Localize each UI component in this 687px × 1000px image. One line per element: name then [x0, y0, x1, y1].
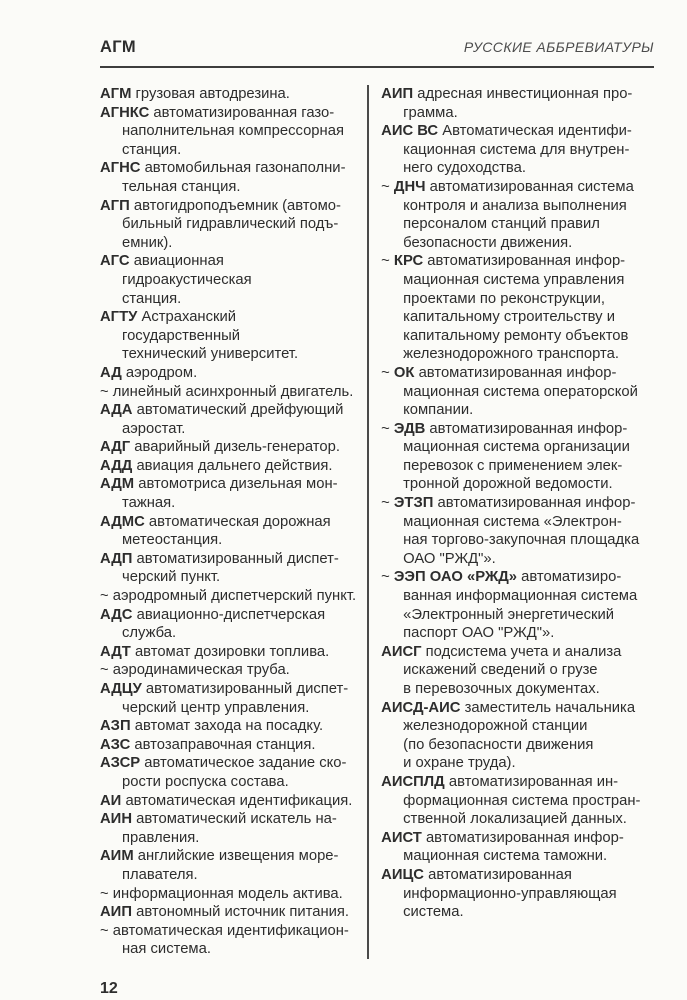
dictionary-entry: АИСГ подсистема учета и анализа искажений сведений о грузе в перевозочных документах. [381, 643, 622, 697]
entry-term: АДМ [100, 476, 135, 493]
dictionary-entry: АДП автоматизированный диспет- черский пункт. [100, 550, 339, 586]
entry-term: АИ [100, 792, 122, 809]
dictionary-entry: АИП адресная инвестиционная про- грамма. [381, 86, 633, 121]
dictionary-entry: ~ ОК автоматизированная инфор- мационная система операторской компании. [381, 364, 638, 419]
entry-term: АИЦС [381, 866, 424, 883]
entry-term: АИСПЛД [381, 773, 445, 790]
dictionary-entry: АИ автоматическая идентификация. [100, 792, 353, 809]
dictionary-entry: АИСТ автоматизированная инфор- мационная система таможни. [381, 829, 624, 865]
column-left [100, 85, 357, 959]
dictionary-entry: ~ аэродромный диспетчерский пункт. [100, 588, 357, 605]
entry-term: АГП [100, 197, 130, 214]
dictionary-entry: ~ информационная модель актива. [100, 885, 343, 902]
entry-term: АДС [100, 606, 133, 623]
dictionary-entry: ~ ЭЭП ОАО «РЖД» автоматизиро- ванная информационная система «Электронный энергетический паспорт ОАО "РЖД"». [381, 569, 638, 642]
dictionary-entry: ~ ДНЧ автоматизированная система контроля и анализа выполнения персоналом станций правил безопасности движения. [381, 178, 634, 251]
dictionary-columns [100, 85, 654, 959]
dictionary-entry: ~ линейный асинхронный двигатель. [100, 383, 354, 400]
entry-term: АИС ВС [381, 123, 439, 140]
entry-term: АЗП [100, 718, 131, 735]
dictionary-entry: АИС ВС Автоматическая идентифи- кационная система для внутрен- него судоходства. [381, 123, 632, 177]
dictionary-entry: АЗП автомат захода на посадку. [100, 718, 324, 735]
entry-term: АДГ [100, 439, 131, 456]
entry-term: АДД [100, 457, 133, 474]
entry-term: ДНЧ [393, 178, 426, 195]
dictionary-entry: АД аэродром. [100, 364, 198, 381]
dictionary-entry: АДТ автомат дозировки топлива. [100, 643, 330, 660]
dictionary-entry: АГНКС автоматизированная газо- наполнительная компрессорная станция. [100, 104, 344, 158]
dictionary-entry: АГС авиационная гидроакустическая станция. [100, 253, 252, 307]
entry-term: АДП [100, 550, 133, 567]
entry-term: ОК [393, 364, 415, 381]
entry-term: АЗС [100, 736, 131, 753]
dictionary-entry: АИСД-АИС заместитель начальника железнодорожной станции (по безопасности движения и охране труда). [381, 699, 636, 772]
entry-term: АГТУ [100, 309, 138, 326]
entry-term: АД [100, 364, 122, 381]
entry-term: АГМ [100, 86, 132, 102]
dictionary-entry: АДМС автоматическая дорожная метеостанция. [100, 513, 331, 549]
entry-term: АГНС [100, 160, 141, 177]
entry-term: АИСГ [381, 643, 422, 660]
entry-term: АИМ [100, 848, 134, 865]
dictionary-entry: АГМ грузовая автодрезина. [100, 86, 290, 102]
dictionary-entry: АЗСР автоматическое задание ско- рости роспуска состава. [100, 755, 347, 790]
dictionary-entry: АГП автогидроподъемник (автомо- бильный гидравлический подъ- емник). [100, 197, 341, 251]
entry-term: АДА [100, 402, 133, 419]
entry-term: АГНКС [100, 104, 150, 121]
entry-term: АДЦУ [100, 681, 142, 697]
page-content [100, 38, 654, 998]
dictionary-entry: АИП автономный источник питания. [100, 904, 350, 921]
running-head [100, 38, 654, 68]
dictionary-entry: АДД авиация дальнего действия. [100, 457, 333, 474]
dictionary-entry: АИЦС автоматизированная информационно-управляющая система. [381, 866, 617, 921]
dictionary-entry: АДГ аварийный дизель-генератор. [100, 439, 340, 456]
dictionary-entry: АДЦУ автоматизированный диспет- черский центр управления. [100, 681, 349, 716]
dictionary-entry: АДС авиационно-диспетчерская служба. [100, 606, 326, 642]
dictionary-entry: АИМ английские извещения море- плавателя. [100, 848, 339, 883]
dictionary-entry: АИСПЛД автоматизированная ин- формационная система простран- ственной локализацией данных. [381, 773, 641, 828]
column-right [367, 85, 654, 959]
dictionary-entry: АГТУ Астраханский государственный технический университет. [100, 309, 299, 363]
entry-term: АДМС [100, 513, 145, 530]
entry-term: ЭТЗП [393, 495, 434, 512]
entry-term: ЭДВ [393, 420, 426, 437]
entry-term: КРС [393, 253, 424, 270]
dictionary-entry: ~ автоматическая идентификацион- ная система. [100, 922, 349, 958]
entry-term: АЗСР [100, 755, 141, 772]
dictionary-entry: АИН автоматический искатель на- правления. [100, 811, 337, 846]
entry-term: АГС [100, 253, 130, 270]
running-head-title: РУССКИЕ АББРЕВИАТУРЫ [463, 39, 654, 55]
dictionary-entry: АГНС автомобильная газонаполни- тельная станция. [100, 160, 346, 195]
entry-term: ЭЭП ОАО «РЖД» [393, 569, 518, 586]
dictionary-entry: ~ ЭТЗП автоматизированная инфор- мационная система «Электрон- ная торгово-закупочная площадка ОАО "РЖД"». [381, 495, 640, 567]
dictionary-entry: АЗС автозаправочная станция. [100, 736, 316, 753]
dictionary-entry: АДМ автомотриса дизельная мон- тажная. [100, 476, 338, 512]
running-head-guideword: АГМ [100, 38, 136, 56]
entry-term: АИП [381, 86, 414, 102]
page-number: 12 [100, 979, 118, 997]
dictionary-entry: ~ КРС автоматизированная инфор- мационная система управления проектами по реконструкции, капитальному строительству и капитальному ремонту объектов железнодорожного транспорта. [381, 253, 629, 363]
dictionary-entry: ~ аэродинамическая труба. [100, 662, 290, 679]
entry-term: АИСД-АИС [381, 699, 461, 716]
entry-term: АИП [100, 904, 132, 921]
entry-term: АИСТ [381, 829, 422, 846]
dictionary-entry: ~ ЭДВ автоматизированная инфор- мационная система организации перевозок с применением элек- тронной дорожной ведомости. [381, 420, 630, 493]
entry-term: АИН [100, 811, 133, 828]
dictionary-entry: АДА автоматический дрейфующий аэростат. [100, 402, 344, 437]
entry-term: АДТ [100, 643, 131, 660]
